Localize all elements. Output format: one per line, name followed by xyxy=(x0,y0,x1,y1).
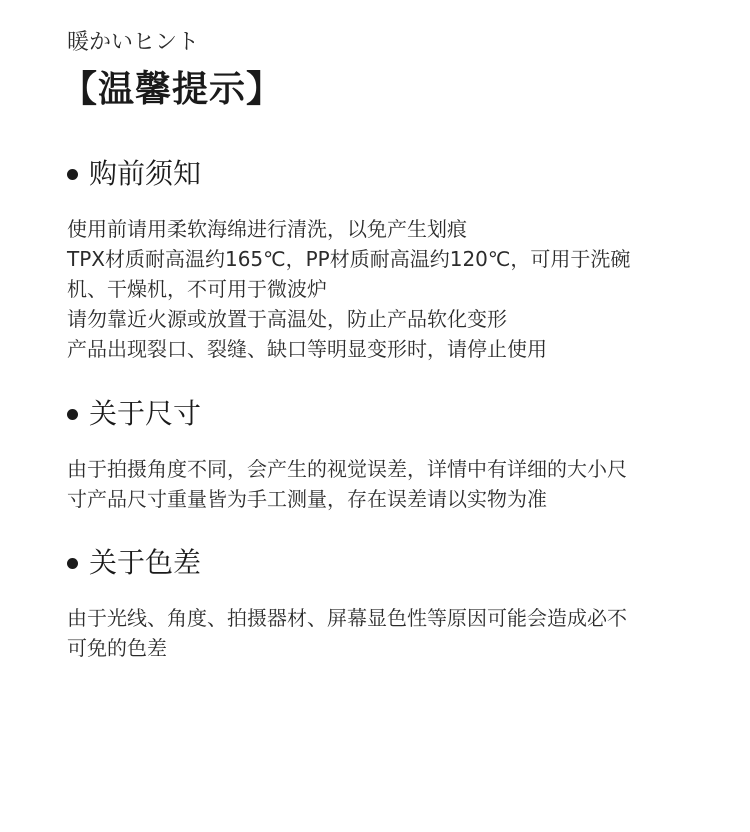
body-line: 由于拍摄角度不同，会产生的视觉误差，详情中有详细的大小尺 xyxy=(67,457,627,481)
body-line: 由于光线、角度、拍摄器材、屏幕显色性等原因可能会造成必不 xyxy=(67,606,627,630)
section-before-purchase xyxy=(67,154,697,364)
body-line: TPX材质耐高温约165℃，PP材质耐高温约120℃，可用于洗碗 xyxy=(67,247,631,271)
body-line: 使用前请用柔软海绵进行清洗，以免产生划痕 xyxy=(67,217,467,241)
body-line: 可免的色差 xyxy=(67,636,167,660)
body-line: 寸产品尺寸重量皆为手工测量，存在误差请以实物为准 xyxy=(67,487,547,511)
page-title: 【温馨提示】 xyxy=(61,69,284,110)
section-heading-text: 关于尺寸 xyxy=(89,397,202,430)
section-color-difference xyxy=(67,543,697,663)
bullet-icon xyxy=(67,558,78,569)
body-line: 产品出现裂口、裂缝、缺口等明显变形时，请停止使用 xyxy=(67,337,547,361)
section-body xyxy=(67,454,697,514)
section-body xyxy=(67,214,697,364)
bullet-icon xyxy=(67,169,78,180)
section-heading-text: 购前须知 xyxy=(89,157,202,190)
section-heading xyxy=(67,543,697,583)
bullet-icon xyxy=(67,409,78,420)
page-subtitle: 暖かいヒント xyxy=(67,30,200,55)
section-body xyxy=(67,603,697,663)
section-heading-text: 关于色差 xyxy=(89,546,202,579)
section-size xyxy=(67,394,697,514)
section-heading xyxy=(67,154,697,194)
body-line: 请勿靠近火源或放置于高温处，防止产品软化变形 xyxy=(67,307,507,331)
body-line: 机、干燥机，不可用于微波炉 xyxy=(67,277,327,301)
section-heading xyxy=(67,394,697,434)
